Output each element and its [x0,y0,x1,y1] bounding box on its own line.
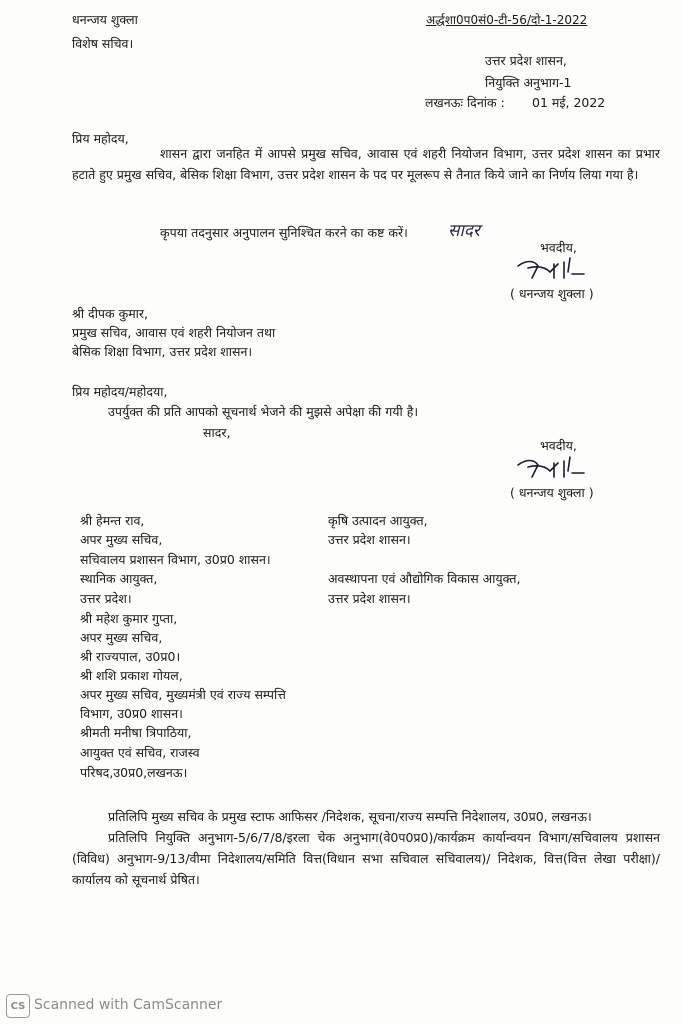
reference-number: अर्द्धशा0प0सं0-टी-56/दो-1-2022 [426,13,588,27]
letter-closing: भवदीय, [540,240,577,255]
recipient-left: अपर मुख्य सचिव, [80,630,163,645]
recipient-left: विभाग, उ0प्र0 शासन। [80,706,183,721]
addressee-line-3: बेसिक शिक्षा विभाग, उत्तर प्रदेश शासन। [72,344,253,359]
recipient-left: स्थानिक आयुक्त, [80,571,158,586]
recipient-left: आयुक्त एवं सचिव, राजस्व [80,745,200,760]
office-line-1: उत्तर प्रदेश शासन, [485,53,567,68]
recipient-left: श्रीमती मनीषा त्रिपाठिया, [80,725,192,740]
copy-closing: भवदीय, [540,438,577,453]
copy-body: उपर्युक्त की प्रति आपको सूचनार्थ भेजने की मुझसे अपेक्षा की गयी है। [108,404,419,419]
copy-signatory: ( धनन्जय शुक्ला ) [510,485,594,500]
letter-signatory: ( धनन्जय शुक्ला ) [510,286,594,301]
recipient-left: सचिवालय प्रशासन विभाग, उ0प्र0 शासन। [80,552,271,567]
copy-regards: सादर, [203,425,231,440]
copy-salutation: प्रिय महोदय/महोदया, [72,384,168,399]
signature [514,256,588,282]
recipient-left: श्री राज्यपाल, उ0प्र0। [80,649,181,664]
office-line-2: नियुक्ति अनुभाग-1 [485,75,572,90]
recipient-left: श्री हेमन्त राव, [80,513,145,528]
copy-line-1: प्रतिलिपि मुख्य सचिव के प्रमुख स्टाफ आफिसर /निदेशक, सूचना/राज्य सम्पत्ति निदेशालय, उ0प्र0, लखनऊ। [108,809,592,824]
camscanner-watermark: Scanned with CamScanner [34,997,223,1013]
sender-title: विशेष सचिव। [72,36,134,51]
handwritten-note: सादर [448,221,480,241]
recipient-right: अवस्थापना एवं औद्योगिक विकास आयुक्त, [328,571,521,586]
addressee-line-2: प्रमुख सचिव, आवास एवं शहरी नियोजन तथा [72,325,276,340]
recipient-left: उत्तर प्रदेश। [80,591,132,606]
recipient-left: श्री शशि प्रकाश गोयल, [80,668,183,683]
recipient-left: अपर मुख्य सचिव, मुख्यमंत्री एवं राज्य सम्पत्ति [80,687,286,702]
letter-body: शासन द्वारा जनहित में आपसे प्रमुख सचिव, आवास एवं शहरी नियोजन विभाग, उत्तर प्रदेश शासन का प्रभार हटाते हुए प्रमुख सचिव, बेसिक शिक्षा विभाग, उत्तर प्रदेश शासन के पद पर मूलरूप से तैनात किये जाने का निर्णय लिया गया है। [72,146,660,182]
recipient-right: उत्तर प्रदेश शासन। [328,591,411,606]
sender-name: धनन्जय शुक्ला [72,12,138,27]
letter-salutation: प्रिय महोदय, [72,131,129,146]
recipient-left: परिषद,उ0प्र0,लखनऊ। [80,765,188,780]
recipient-right: उत्तर प्रदेश शासन। [328,532,411,547]
addressee-line-1: श्री दीपक कुमार, [72,306,149,321]
letter-request: कृपया तदनुसार अनुपालन सुनिश्चित करने का कष्ट करें। [160,225,408,240]
recipient-left: अपर मुख्य सचिव, [80,532,163,547]
signature-2 [514,455,588,481]
date-label: लखनऊः दिनांक : [425,95,505,110]
recipient-right: कृषि उत्पादन आयुक्त, [328,513,428,528]
camscanner-icon: CS [6,994,30,1018]
copy-line-2: प्रतिलिपि नियुक्ति अनुभाग-5/6/7/8/इरला चेक अनुभाग(वे0प0प्र0)/कार्यक्रम कार्यान्वयन विभाग/सचिवालय प्रशासन (विविध) अनुभाग-9/13/वीमा निदेशालय/समिति वित्त(विधान सभा सचिवाल सचिवालय)/ निदेशक, वित्त(वित्त लेखा परीक्षा)/कार्यालय को सूचनार्थ प्रेषित। [72,830,660,887]
recipient-left: श्री महेश कुमार गुप्ता, [80,611,178,626]
date-value: 01 मई, 2022 [532,95,606,110]
